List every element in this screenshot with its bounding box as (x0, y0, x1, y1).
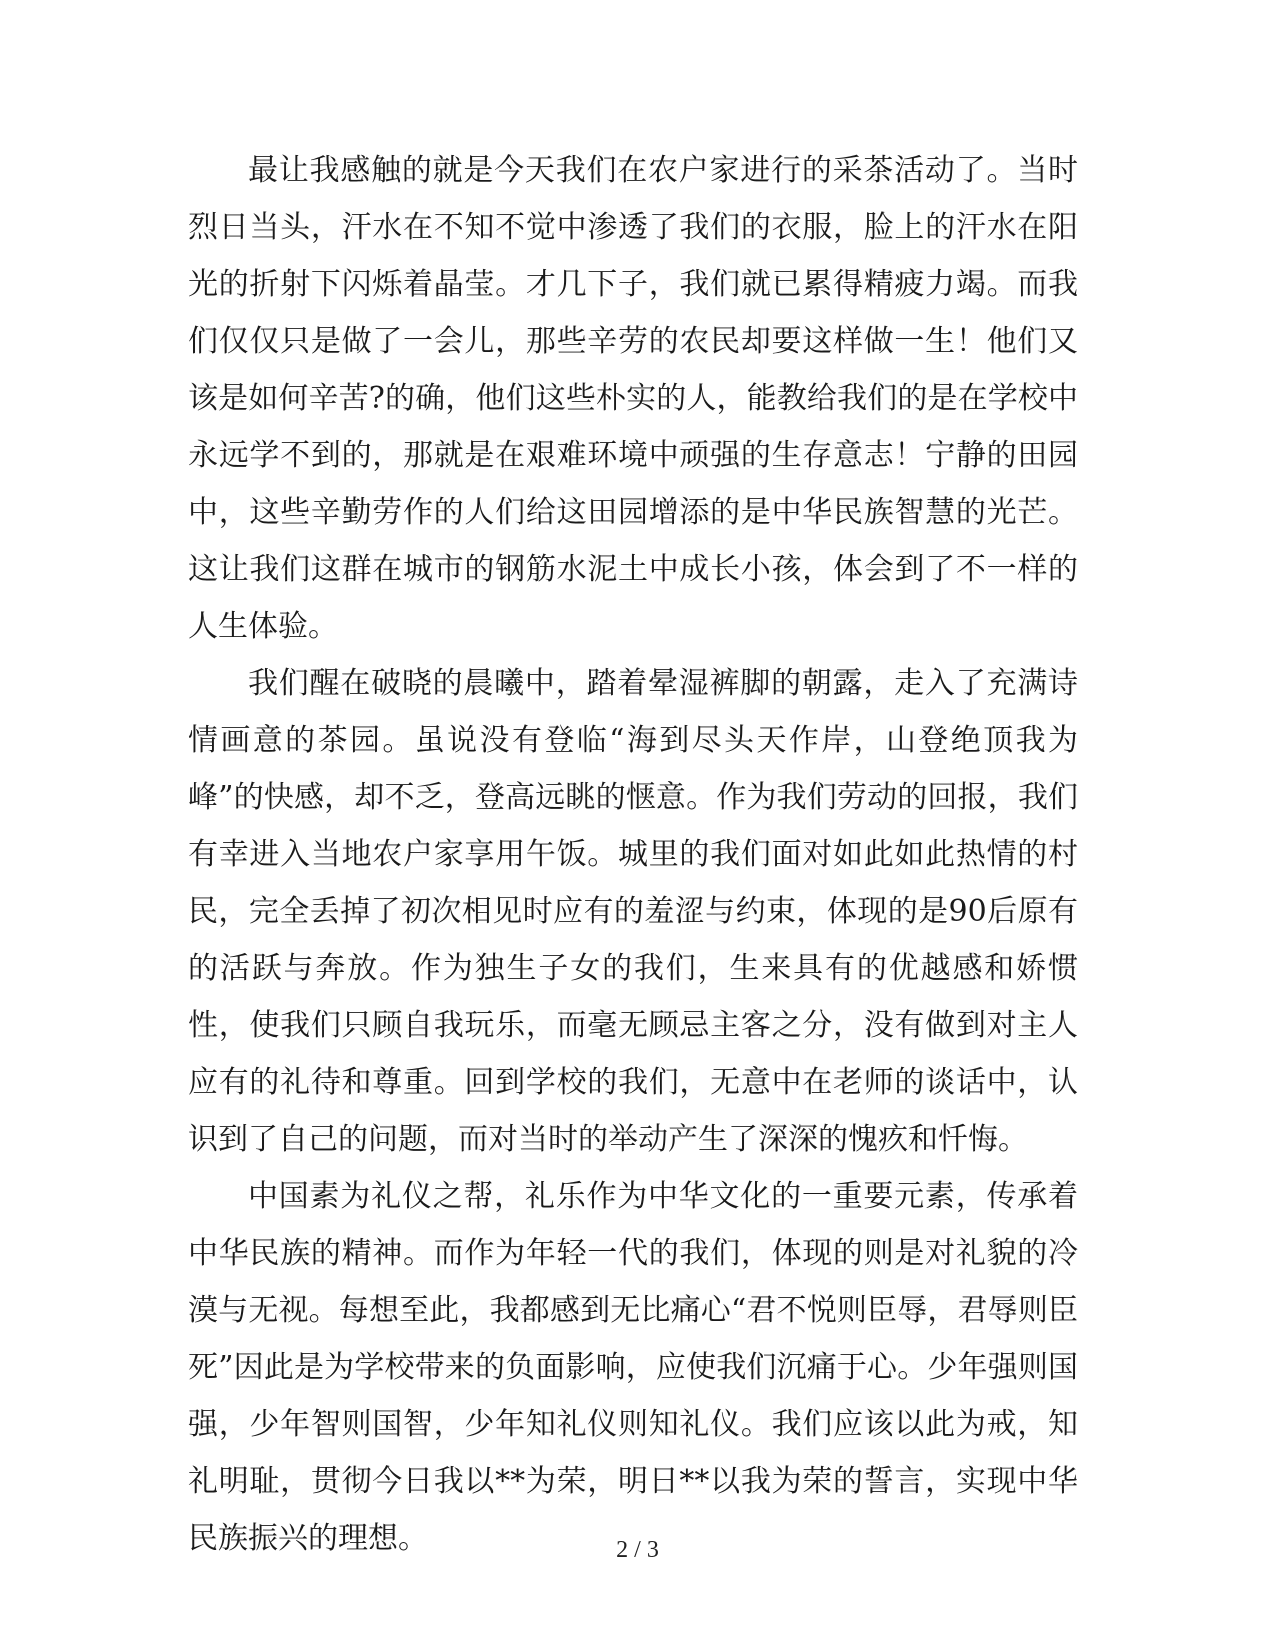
paragraph-tea-picking: 最让我感触的就是今天我们在农户家进行的采茶活动了。当时烈日当头，汗水在不知不觉中渗透了我们的衣服，脸上的汗水在阳光的折射下闪烁着晶莹。才几下子，我们就已累得精疲力竭。而我们仅仅只是做了一会儿，那些辛劳的农民却要这样做一生！他们又该是如何辛苦?的确，他们这些朴实的人，能教给我们的是在学校中永远学不到的，那就是在艰难环境中顽强的生存意志！宁静的田园中，这些辛勤劳作的人们给这田园增添的是中华民族智慧的光芒。这让我们这群在城市的钢筋水泥土中成长小孩，体会到了不一样的人生体验。 (188, 153, 1078, 644)
document-body (188, 142, 1078, 1567)
page-number: 2 / 3 (616, 1537, 659, 1563)
paragraph-etiquette: 中国素为礼仪之帮，礼乐作为中华文化的一重要元素，传承着中华民族的精神。而作为年轻一代的我们，体现的则是对礼貌的冷漠与无视。每想至此，我都感到无比痛心“君不悦则臣辱，君辱则臣死”因此是为学校带来的负面影响，应使我们沉痛于心。少年强则国强，少年智则国智，少年知礼仪则知礼仪。我们应该以此为戒，知礼明耻，贯彻今日我以**为荣，明日**以我为荣的誓言，实现中华民族振兴的理想。 (188, 1179, 1078, 1556)
paragraph-tea-garden: 我们醒在破晓的晨曦中，踏着晕湿裤脚的朝露，走入了充满诗情画意的茶园。虽说没有登临“海到尽头天作岸，山登绝顶我为峰”的快感，却不乏，登高远眺的惬意。作为我们劳动的回报，我们有幸进入当地农户家享用午饭。城里的我们面对如此如此热情的村民，完全丢掉了初次相见时应有的羞涩与约束，体现的是90后原有的活跃与奔放。作为独生子女的我们，生来具有的优越感和娇惯性，使我们只顾自我玩乐，而毫无顾忌主客之分，没有做到对主人应有的礼待和尊重。回到学校的我们，无意中在老师的谈话中，认识到了自己的问题，而对当时的举动产生了深深的愧疚和忏悔。 (188, 666, 1078, 1157)
